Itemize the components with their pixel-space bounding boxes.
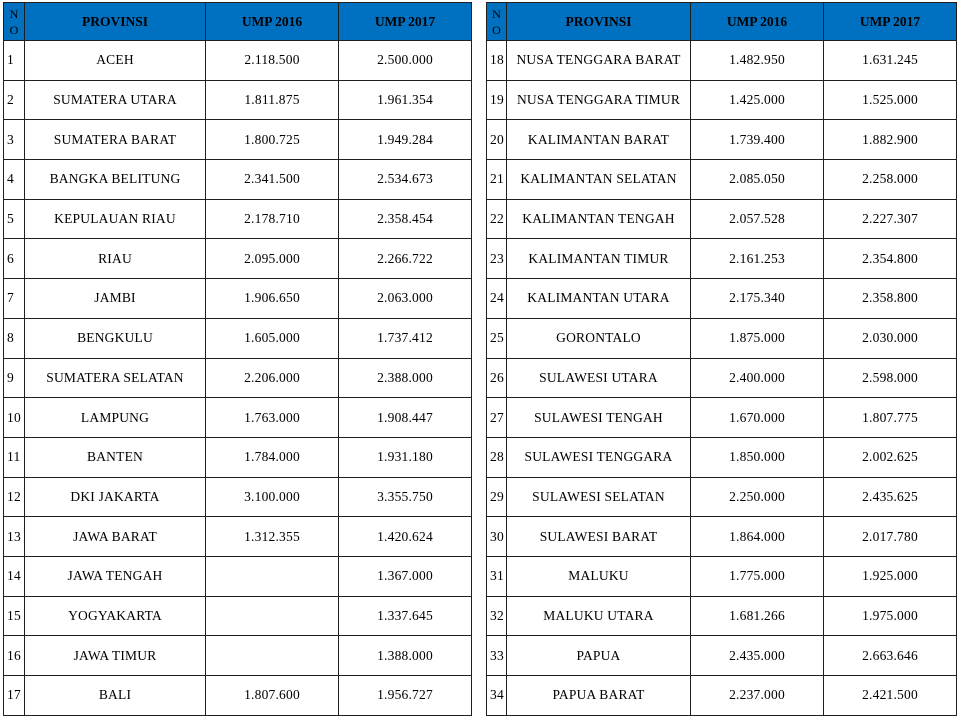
province-cell: SULAWESI UTARA <box>507 358 691 398</box>
ump-2017-cell: 1.949.284 <box>339 120 472 160</box>
province-cell: JAWA TIMUR <box>25 636 206 676</box>
ump-2016-cell: 2.085.050 <box>691 160 824 200</box>
header-province: PROVINSI <box>507 3 691 41</box>
ump-2017-cell: 2.266.722 <box>339 239 472 279</box>
row-number: 30 <box>487 517 507 557</box>
ump-2017-cell: 2.435.625 <box>824 477 957 517</box>
province-cell: PAPUA <box>507 636 691 676</box>
header-ump-2017: UMP 2017 <box>339 3 472 41</box>
ump-2017-cell: 2.354.800 <box>824 239 957 279</box>
row-number: 5 <box>4 199 25 239</box>
ump-2017-cell: 2.358.454 <box>339 199 472 239</box>
province-cell: KALIMANTAN UTARA <box>507 279 691 319</box>
table-row <box>4 160 472 200</box>
row-number: 2 <box>4 80 25 120</box>
ump-2017-cell: 1.337.645 <box>339 596 472 636</box>
province-cell: SUMATERA SELATAN <box>25 358 206 398</box>
province-cell: SULAWESI TENGGARA <box>507 437 691 477</box>
row-number: 19 <box>487 80 507 120</box>
table-row <box>4 676 472 716</box>
ump-2016-cell: 1.670.000 <box>691 398 824 438</box>
ump-2016-cell: 1.425.000 <box>691 80 824 120</box>
province-cell: BANTEN <box>25 437 206 477</box>
ump-2016-cell: 1.763.000 <box>206 398 339 438</box>
ump-2017-cell: 2.227.307 <box>824 199 957 239</box>
province-cell: MALUKU <box>507 556 691 596</box>
ump-2016-cell: 2.161.253 <box>691 239 824 279</box>
ump-2016-cell: 2.400.000 <box>691 358 824 398</box>
table-row <box>487 636 957 676</box>
row-number: 14 <box>4 556 25 596</box>
ump-2016-cell: 2.178.710 <box>206 199 339 239</box>
table-row <box>4 556 472 596</box>
row-number: 13 <box>4 517 25 557</box>
row-number: 28 <box>487 437 507 477</box>
ump-2016-cell: 1.800.725 <box>206 120 339 160</box>
province-cell: JAMBI <box>25 279 206 319</box>
table-row <box>4 636 472 676</box>
province-cell: JAWA TENGAH <box>25 556 206 596</box>
row-number: 4 <box>4 160 25 200</box>
province-cell: SUMATERA UTARA <box>25 80 206 120</box>
ump-2017-cell: 1.367.000 <box>339 556 472 596</box>
ump-2016-cell: 1.864.000 <box>691 517 824 557</box>
table-row <box>487 477 957 517</box>
ump-2017-cell: 2.002.625 <box>824 437 957 477</box>
header-province: PROVINSI <box>25 3 206 41</box>
header-no: N O <box>4 3 25 41</box>
table-row <box>487 199 957 239</box>
ump-2016-cell: 2.435.000 <box>691 636 824 676</box>
ump-2016-cell: 2.341.500 <box>206 160 339 200</box>
ump-2017-cell: 1.961.354 <box>339 80 472 120</box>
ump-2016-cell: 2.206.000 <box>206 358 339 398</box>
ump-2016-cell: 1.784.000 <box>206 437 339 477</box>
table-row <box>487 160 957 200</box>
ump-2017-cell: 2.663.646 <box>824 636 957 676</box>
row-number: 34 <box>487 676 507 716</box>
province-cell: NUSA TENGGARA BARAT <box>507 41 691 81</box>
province-cell: NUSA TENGGARA TIMUR <box>507 80 691 120</box>
table-row <box>4 199 472 239</box>
table-row <box>487 517 957 557</box>
table-header-row <box>487 3 957 41</box>
province-cell: KALIMANTAN TENGAH <box>507 199 691 239</box>
table-row <box>487 318 957 358</box>
table-row <box>4 318 472 358</box>
province-cell: PAPUA BARAT <box>507 676 691 716</box>
ump-2016-cell: 2.057.528 <box>691 199 824 239</box>
province-cell: RIAU <box>25 239 206 279</box>
table-row <box>487 41 957 81</box>
row-number: 7 <box>4 279 25 319</box>
province-cell: KEPULAUAN RIAU <box>25 199 206 239</box>
row-number: 29 <box>487 477 507 517</box>
ump-2017-cell: 2.063.000 <box>339 279 472 319</box>
province-cell: KALIMANTAN TIMUR <box>507 239 691 279</box>
province-cell: SULAWESI TENGAH <box>507 398 691 438</box>
ump-2016-cell: 1.312.355 <box>206 517 339 557</box>
ump-2017-cell: 1.737.412 <box>339 318 472 358</box>
row-number: 10 <box>4 398 25 438</box>
row-number: 33 <box>487 636 507 676</box>
table-row <box>4 596 472 636</box>
ump-2016-cell <box>206 596 339 636</box>
header-ump-2017: UMP 2017 <box>824 3 957 41</box>
row-number: 25 <box>487 318 507 358</box>
ump-2017-cell: 1.807.775 <box>824 398 957 438</box>
ump-2016-cell: 1.811.875 <box>206 80 339 120</box>
province-cell: BALI <box>25 676 206 716</box>
ump-table-left <box>3 2 472 716</box>
row-number: 32 <box>487 596 507 636</box>
province-cell: SULAWESI SELATAN <box>507 477 691 517</box>
row-number: 9 <box>4 358 25 398</box>
table-row <box>487 437 957 477</box>
province-cell: SUMATERA BARAT <box>25 120 206 160</box>
row-number: 24 <box>487 279 507 319</box>
header-ump-2016: UMP 2016 <box>691 3 824 41</box>
ump-2017-cell: 2.358.800 <box>824 279 957 319</box>
ump-2016-cell: 2.095.000 <box>206 239 339 279</box>
province-cell: SULAWESI BARAT <box>507 517 691 557</box>
row-number: 6 <box>4 239 25 279</box>
table-row <box>487 279 957 319</box>
ump-2017-cell: 2.258.000 <box>824 160 957 200</box>
ump-2017-cell: 1.908.447 <box>339 398 472 438</box>
ump-2017-cell: 2.388.000 <box>339 358 472 398</box>
table-row <box>4 517 472 557</box>
table-row <box>487 676 957 716</box>
province-cell: BANGKA BELITUNG <box>25 160 206 200</box>
table-row <box>4 120 472 160</box>
row-number: 27 <box>487 398 507 438</box>
province-cell: GORONTALO <box>507 318 691 358</box>
ump-2017-cell: 1.388.000 <box>339 636 472 676</box>
ump-2016-cell: 2.118.500 <box>206 41 339 81</box>
ump-2016-cell: 2.250.000 <box>691 477 824 517</box>
ump-2017-cell: 3.355.750 <box>339 477 472 517</box>
row-number: 3 <box>4 120 25 160</box>
header-ump-2016: UMP 2016 <box>206 3 339 41</box>
row-number: 17 <box>4 676 25 716</box>
row-number: 26 <box>487 358 507 398</box>
row-number: 18 <box>487 41 507 81</box>
table-row <box>4 398 472 438</box>
province-cell: JAWA BARAT <box>25 517 206 557</box>
row-number: 1 <box>4 41 25 81</box>
province-cell: DKI JAKARTA <box>25 477 206 517</box>
ump-2017-cell: 1.631.245 <box>824 41 957 81</box>
province-cell: YOGYAKARTA <box>25 596 206 636</box>
ump-2017-cell: 2.598.000 <box>824 358 957 398</box>
ump-table-right <box>486 2 957 716</box>
row-number: 22 <box>487 199 507 239</box>
table-row <box>4 279 472 319</box>
row-number: 12 <box>4 477 25 517</box>
table-row <box>4 239 472 279</box>
ump-2017-cell: 1.931.180 <box>339 437 472 477</box>
ump-2017-cell: 2.534.673 <box>339 160 472 200</box>
table-row <box>487 239 957 279</box>
ump-2016-cell: 1.681.266 <box>691 596 824 636</box>
ump-2016-cell: 1.807.600 <box>206 676 339 716</box>
province-cell: KALIMANTAN SELATAN <box>507 160 691 200</box>
ump-2016-cell: 1.875.000 <box>691 318 824 358</box>
ump-2016-cell: 1.850.000 <box>691 437 824 477</box>
table-row <box>4 80 472 120</box>
table-row <box>4 358 472 398</box>
table-row <box>487 398 957 438</box>
table-row <box>487 80 957 120</box>
table-row <box>487 556 957 596</box>
ump-2016-cell <box>206 556 339 596</box>
row-number: 21 <box>487 160 507 200</box>
province-cell: LAMPUNG <box>25 398 206 438</box>
ump-2017-cell: 1.925.000 <box>824 556 957 596</box>
table-header-row <box>4 3 472 41</box>
ump-2017-cell: 2.500.000 <box>339 41 472 81</box>
table-row <box>487 120 957 160</box>
row-number: 31 <box>487 556 507 596</box>
province-cell: ACEH <box>25 41 206 81</box>
table-row <box>4 477 472 517</box>
ump-2017-cell: 2.421.500 <box>824 676 957 716</box>
ump-2016-cell: 1.482.950 <box>691 41 824 81</box>
ump-2017-cell: 1.882.900 <box>824 120 957 160</box>
ump-2016-cell: 3.100.000 <box>206 477 339 517</box>
ump-2016-cell: 2.237.000 <box>691 676 824 716</box>
ump-2017-cell: 2.030.000 <box>824 318 957 358</box>
table-row <box>487 596 957 636</box>
province-cell: KALIMANTAN BARAT <box>507 120 691 160</box>
ump-2017-cell: 2.017.780 <box>824 517 957 557</box>
ump-2016-cell <box>206 636 339 676</box>
row-number: 23 <box>487 239 507 279</box>
ump-2016-cell: 1.739.400 <box>691 120 824 160</box>
row-number: 8 <box>4 318 25 358</box>
table-row <box>4 41 472 81</box>
row-number: 20 <box>487 120 507 160</box>
province-cell: BENGKULU <box>25 318 206 358</box>
row-number: 15 <box>4 596 25 636</box>
ump-2017-cell: 1.525.000 <box>824 80 957 120</box>
province-cell: MALUKU UTARA <box>507 596 691 636</box>
ump-2016-cell: 1.605.000 <box>206 318 339 358</box>
table-row <box>4 437 472 477</box>
ump-2016-cell: 1.906.650 <box>206 279 339 319</box>
table-row <box>487 358 957 398</box>
ump-2017-cell: 1.975.000 <box>824 596 957 636</box>
ump-2016-cell: 2.175.340 <box>691 279 824 319</box>
ump-2016-cell: 1.775.000 <box>691 556 824 596</box>
row-number: 16 <box>4 636 25 676</box>
ump-2017-cell: 1.956.727 <box>339 676 472 716</box>
row-number: 11 <box>4 437 25 477</box>
ump-2017-cell: 1.420.624 <box>339 517 472 557</box>
header-no: N O <box>487 3 507 41</box>
